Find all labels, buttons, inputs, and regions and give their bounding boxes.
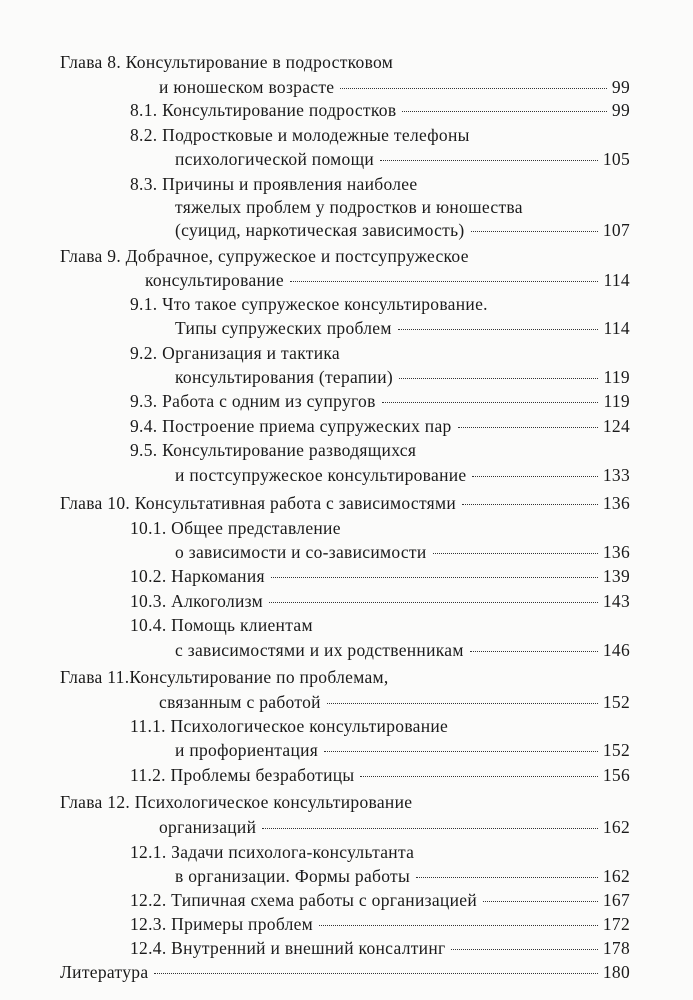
toc-entry-title: 9.5. Консультирование разводящихся	[130, 440, 417, 460]
toc-entry-title: 8.3. Причины и проявления наиболее	[130, 174, 418, 194]
dot-leader	[472, 476, 597, 477]
dot-leader	[399, 378, 598, 379]
toc-entry	[60, 493, 630, 519]
toc-entry	[130, 100, 630, 126]
toc-entry-title: Глава 9. Добрачное, супружеское и постсупружеское	[60, 246, 469, 266]
toc-entry-page: 136	[602, 542, 630, 562]
toc-entry-page: 119	[603, 367, 630, 387]
dot-leader	[458, 427, 598, 428]
toc-entry	[130, 591, 630, 617]
toc-entry	[175, 740, 630, 766]
toc-entry-title: 10.1. Общее представление	[130, 518, 341, 538]
toc-entry-title: 12.2. Типичная схема работы с организацией	[130, 890, 477, 910]
toc-entry	[175, 465, 630, 491]
toc-entry-page: 178	[602, 938, 630, 958]
toc-entry-title: 10.3. Алкоголизм	[130, 591, 264, 611]
toc-entry	[130, 416, 630, 442]
toc-entry	[130, 615, 630, 641]
toc-entry	[175, 149, 630, 175]
dot-leader	[470, 651, 598, 652]
toc-entry	[175, 367, 630, 393]
toc-entry-page: 119	[603, 391, 630, 411]
dot-leader	[483, 901, 598, 902]
toc-entry	[175, 318, 630, 344]
toc-entry-page: 136	[602, 493, 630, 513]
toc-entry-page: 167	[602, 890, 630, 910]
dot-leader	[319, 925, 598, 926]
toc-entry-title: и профориентация	[175, 740, 319, 760]
toc-entry-title: о зависимости и со-зависимости	[175, 542, 427, 562]
toc-entry-title: Глава 8. Консультирование в подростковом	[60, 52, 394, 72]
toc-entry-title: с зависимостями и их родственникам	[175, 640, 464, 660]
toc-entry-title: в организации. Формы работы	[175, 866, 411, 886]
toc-entry	[60, 667, 630, 693]
dot-leader	[262, 828, 598, 829]
dot-leader	[451, 949, 597, 950]
toc-entry-title: 10.4. Помощь клиентам	[130, 615, 313, 635]
toc-entry	[130, 294, 630, 320]
toc-entry-title: психологической помощи	[175, 149, 375, 169]
dot-leader	[271, 577, 598, 578]
toc-entry-title: 12.4. Внутренний и внешний консалтинг	[130, 938, 446, 958]
toc-entry	[130, 842, 630, 868]
toc-entry-title: тяжелых проблем у подростков и юношества	[175, 197, 523, 217]
toc-entry-page: 99	[611, 100, 630, 120]
toc-entry-title: 8.2. Подростковые и молодежные телефоны	[130, 125, 470, 145]
toc-entry-title: 9.4. Построение приема супружеских пар	[130, 416, 452, 436]
toc-entry-title: связанным с работой	[159, 692, 321, 712]
toc-entry	[130, 440, 630, 466]
toc-entry	[130, 391, 630, 417]
dot-leader	[402, 111, 607, 112]
toc-entry	[130, 890, 630, 916]
toc-entry	[175, 220, 630, 246]
toc-entry	[130, 125, 630, 151]
toc-entry	[175, 640, 630, 666]
dot-leader	[462, 504, 598, 505]
toc-entry-title: 8.1. Консультирование подростков	[130, 100, 397, 120]
toc-entry-page: 172	[602, 914, 630, 934]
dot-leader	[154, 973, 597, 974]
toc-entry	[159, 692, 630, 718]
toc-entry-title: Глава 11.Консультирование по проблемам,	[60, 667, 389, 687]
toc-entry-title: 12.1. Задачи психолога-консультанта	[130, 842, 415, 862]
toc-entry-page: 133	[602, 465, 630, 485]
toc-entry	[130, 518, 630, 544]
toc-entry	[130, 716, 630, 742]
dot-leader	[290, 281, 599, 282]
toc-entry-title: Типы супружеских проблем	[175, 318, 392, 338]
toc-entry-page: 152	[602, 740, 630, 760]
toc-entry-page: 107	[602, 220, 630, 240]
toc-entry-title: организаций	[159, 817, 257, 837]
toc-entry-title: 9.1. Что такое супружеское консультирование.	[130, 294, 488, 314]
toc-entry-title: 11.2. Проблемы безработицы	[130, 765, 355, 785]
dot-leader	[398, 329, 599, 330]
toc-entry-title: консультирования (терапии)	[175, 367, 394, 387]
dot-leader	[471, 231, 598, 232]
toc-entry-title: 11.1. Психологическое консультирование	[130, 716, 449, 736]
toc-entry	[175, 542, 630, 568]
dot-leader	[340, 88, 607, 89]
toc-entry	[60, 962, 630, 988]
toc-entry-page: 146	[602, 640, 630, 660]
dot-leader	[380, 160, 598, 161]
toc-entry-page: 139	[602, 566, 630, 586]
toc-entry	[60, 792, 630, 818]
dot-leader	[324, 751, 598, 752]
toc-entry	[159, 817, 630, 843]
toc-entry-page: 162	[602, 866, 630, 886]
dot-leader	[382, 402, 599, 403]
dot-leader	[269, 602, 598, 603]
toc-entry	[60, 52, 630, 78]
toc-entry-title: и постсупружеское консультирование	[175, 465, 467, 485]
toc-entry-title: Литература	[60, 962, 149, 982]
toc-entry-title: Глава 10. Консультативная работа с зависимостями	[60, 493, 457, 513]
toc-entry-title: 12.3. Примеры проблем	[130, 914, 314, 934]
toc-entry-title: консультирование	[145, 270, 284, 290]
toc-entry-title: 10.2. Наркомания	[130, 566, 265, 586]
toc-entry	[130, 343, 630, 369]
toc-entry-page: 99	[611, 77, 630, 97]
dot-leader	[360, 776, 597, 777]
dot-leader	[327, 703, 598, 704]
toc-entry-page: 143	[602, 591, 630, 611]
toc-entry-page: 180	[602, 962, 630, 982]
toc-entry-title: (суицид, наркотическая зависимость)	[175, 220, 465, 240]
toc-entry-title: Глава 12. Психологическое консультирование	[60, 792, 413, 812]
toc-entry-title: и юношеском возрасте	[159, 77, 335, 97]
toc-entry-page: 114	[603, 270, 630, 290]
toc-entry	[145, 270, 630, 296]
dot-leader	[433, 553, 598, 554]
toc-entry	[130, 914, 630, 940]
toc-entry-title: 9.3. Работа с одним из супругов	[130, 391, 376, 411]
toc-entry	[130, 938, 630, 964]
toc-entry-page: 124	[602, 416, 630, 436]
toc-entry-page: 162	[602, 817, 630, 837]
toc-entry	[175, 866, 630, 892]
toc-entry	[130, 765, 630, 791]
toc-entry-page: 152	[602, 692, 630, 712]
toc-entry	[60, 246, 630, 272]
toc-entry-title: 9.2. Организация и тактика	[130, 343, 340, 363]
dot-leader	[416, 877, 598, 878]
toc-entry	[130, 566, 630, 592]
toc-entry-page: 114	[603, 318, 630, 338]
toc-entry-page: 156	[602, 765, 630, 785]
toc-entry-page: 105	[602, 149, 630, 169]
